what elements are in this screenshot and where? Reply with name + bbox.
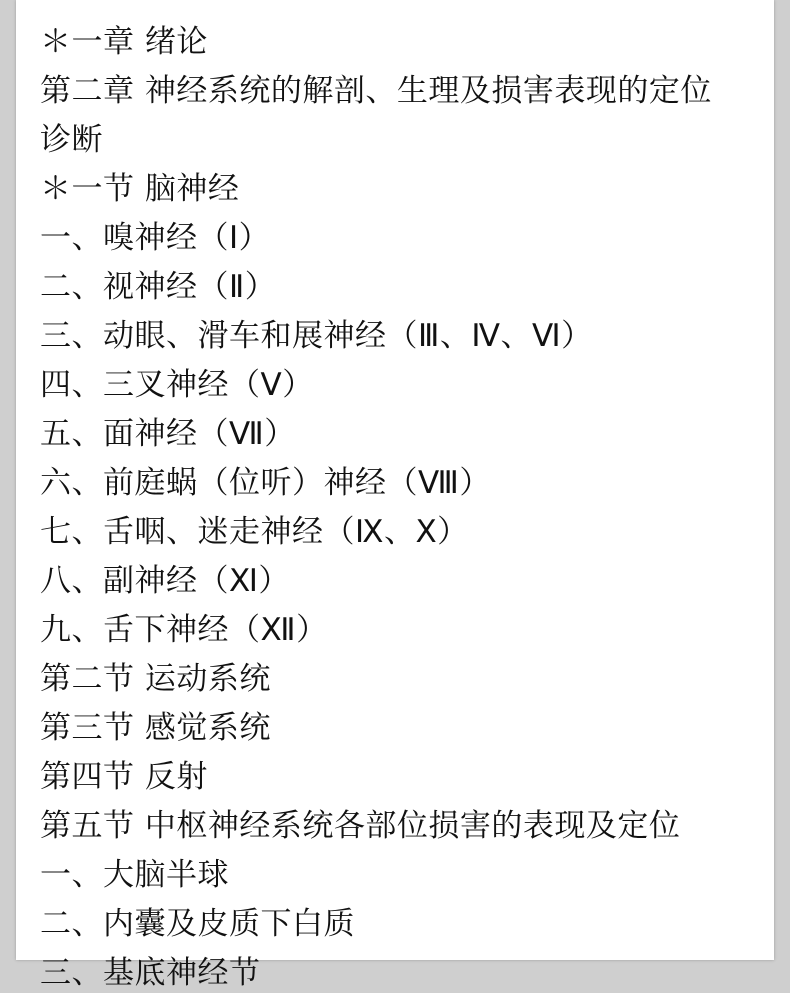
toc-line-chapter-2: 第二章 神经系统的解剖、生理及损害表现的定位 [40,73,712,109]
toc-line-item-facial: 五、面神经（Ⅶ） [40,416,296,452]
toc-line-item-optic: 二、视神经（Ⅱ） [40,269,277,305]
toc-line-section-2: 第二节 运动系统 [40,661,271,697]
toc-line-item-trigeminal: 四、三叉神经（Ⅴ） [40,367,314,403]
toc-line-chapter-1: ＊一章 绪论 [40,24,208,60]
toc-line-chapter-2-cont: 诊断 [40,122,103,158]
toc-line-item-internal-capsule: 二、内囊及皮质下白质 [40,906,355,942]
document-page [16,0,774,991]
toc-line-section-1: ＊一节 脑神经 [40,171,240,207]
toc-line-item-glossopharyngeal: 七、舌咽、迷走神经（Ⅸ、Ⅹ） [40,514,469,550]
toc-line-item-vestibulocochlear: 六、前庭蜗（位听）神经（Ⅷ） [40,465,491,501]
toc-line-item-oculomotor: 三、动眼、滑车和展神经（Ⅲ、Ⅳ、Ⅵ） [40,318,593,354]
toc-line-item-hypoglossal: 九、舌下神经（Ⅻ） [40,612,328,648]
toc-line-section-5: 第五节 中枢神经系统各部位损害的表现及定位 [40,808,681,844]
toc-line-item-olfactory: 一、嗅神经（Ⅰ） [40,220,271,256]
toc-line-section-4: 第四节 反射 [40,759,208,795]
toc-line-item-cerebrum: 一、大脑半球 [40,857,229,893]
toc-line-item-basal-ganglia: 三、基底神经节 [40,955,261,991]
toc-line-item-accessory: 八、副神经（Ⅺ） [40,563,290,599]
toc-line-section-3: 第三节 感觉系统 [40,710,271,746]
